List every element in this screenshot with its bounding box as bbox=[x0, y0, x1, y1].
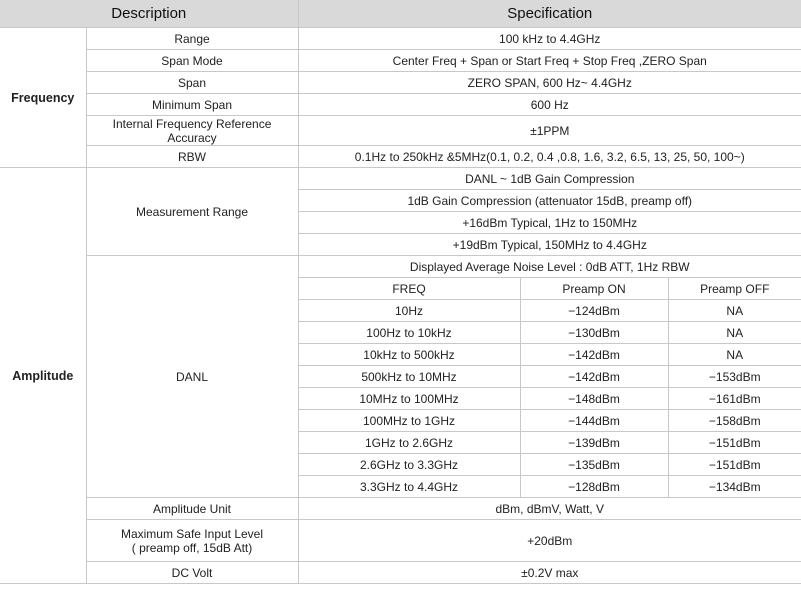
table-row bbox=[0, 168, 801, 190]
spec-label: Internal Frequency Reference Accuracy bbox=[86, 116, 298, 146]
danl-freq: 100MHz to 1GHz bbox=[298, 410, 520, 432]
danl-col-preamp-off: Preamp OFF bbox=[668, 278, 801, 300]
spec-label: Measurement Range bbox=[86, 168, 298, 256]
group-amplitude: Amplitude bbox=[0, 168, 86, 584]
danl-preamp-off: NA bbox=[668, 322, 801, 344]
spec-label: RBW bbox=[86, 146, 298, 168]
danl-preamp-off: −158dBm bbox=[668, 410, 801, 432]
danl-preamp-off: NA bbox=[668, 344, 801, 366]
table-row bbox=[0, 72, 801, 94]
danl-preamp-on: −144dBm bbox=[520, 410, 668, 432]
danl-preamp-on: −139dBm bbox=[520, 432, 668, 454]
spec-label: Span Mode bbox=[86, 50, 298, 72]
spec-value: 0.1Hz to 250kHz &5MHz(0.1, 0.2, 0.4 ,0.8, 1.6, 3.2, 6.5, 13, 25, 50, 100~) bbox=[298, 146, 801, 168]
spec-label: Range bbox=[86, 28, 298, 50]
spec-value: DANL ~ 1dB Gain Compression bbox=[298, 168, 801, 190]
spec-value: ±0.2V max bbox=[298, 562, 801, 584]
danl-caption: Displayed Average Noise Level : 0dB ATT, 1Hz RBW bbox=[298, 256, 801, 278]
header-row bbox=[0, 0, 801, 28]
spec-label: Minimum Span bbox=[86, 94, 298, 116]
danl-freq: 10MHz to 100MHz bbox=[298, 388, 520, 410]
group-frequency: Frequency bbox=[0, 28, 86, 168]
danl-freq: 500kHz to 10MHz bbox=[298, 366, 520, 388]
table-row bbox=[0, 520, 801, 562]
danl-preamp-on: −135dBm bbox=[520, 454, 668, 476]
danl-preamp-on: −148dBm bbox=[520, 388, 668, 410]
table-row bbox=[0, 562, 801, 584]
table-row bbox=[0, 498, 801, 520]
spec-value: ZERO SPAN, 600 Hz~ 4.4GHz bbox=[298, 72, 801, 94]
danl-freq: 1GHz to 2.6GHz bbox=[298, 432, 520, 454]
danl-preamp-off: −151dBm bbox=[668, 432, 801, 454]
danl-preamp-off: −153dBm bbox=[668, 366, 801, 388]
table-row bbox=[0, 146, 801, 168]
danl-freq: 100Hz to 10kHz bbox=[298, 322, 520, 344]
spec-label: Amplitude Unit bbox=[86, 498, 298, 520]
spec-value: 100 kHz to 4.4GHz bbox=[298, 28, 801, 50]
header-specification: Specification bbox=[298, 0, 801, 28]
table-row bbox=[0, 94, 801, 116]
header-description: Description bbox=[0, 0, 298, 28]
spec-label: Maximum Safe Input Level ( preamp off, 15dB Att) bbox=[86, 520, 298, 562]
danl-col-preamp-on: Preamp ON bbox=[520, 278, 668, 300]
spec-label: DC Volt bbox=[86, 562, 298, 584]
spec-value: +16dBm Typical, 1Hz to 150MHz bbox=[298, 212, 801, 234]
danl-preamp-off: −161dBm bbox=[668, 388, 801, 410]
danl-freq: 3.3GHz to 4.4GHz bbox=[298, 476, 520, 498]
spec-value: 1dB Gain Compression (attenuator 15dB, preamp off) bbox=[298, 190, 801, 212]
danl-freq: 10kHz to 500kHz bbox=[298, 344, 520, 366]
danl-freq: 10Hz bbox=[298, 300, 520, 322]
spec-label: DANL bbox=[86, 256, 298, 498]
table-row bbox=[0, 28, 801, 50]
danl-col-freq: FREQ bbox=[298, 278, 520, 300]
danl-preamp-on: −124dBm bbox=[520, 300, 668, 322]
spec-value: Center Freq + Span or Start Freq + Stop Freq ,ZERO Span bbox=[298, 50, 801, 72]
spec-value: dBm, dBmV, Watt, V bbox=[298, 498, 801, 520]
spec-value: +19dBm Typical, 150MHz to 4.4GHz bbox=[298, 234, 801, 256]
danl-preamp-on: −142dBm bbox=[520, 366, 668, 388]
spec-label: Span bbox=[86, 72, 298, 94]
table-row bbox=[0, 116, 801, 146]
danl-freq: 2.6GHz to 3.3GHz bbox=[298, 454, 520, 476]
danl-preamp-off: −151dBm bbox=[668, 454, 801, 476]
spec-value: ±1PPM bbox=[298, 116, 801, 146]
danl-preamp-on: −130dBm bbox=[520, 322, 668, 344]
danl-preamp-off: NA bbox=[668, 300, 801, 322]
danl-preamp-on: −128dBm bbox=[520, 476, 668, 498]
table-row bbox=[0, 256, 801, 278]
table-row bbox=[0, 50, 801, 72]
danl-preamp-off: −134dBm bbox=[668, 476, 801, 498]
spec-value: +20dBm bbox=[298, 520, 801, 562]
spec-value: 600 Hz bbox=[298, 94, 801, 116]
danl-preamp-on: −142dBm bbox=[520, 344, 668, 366]
